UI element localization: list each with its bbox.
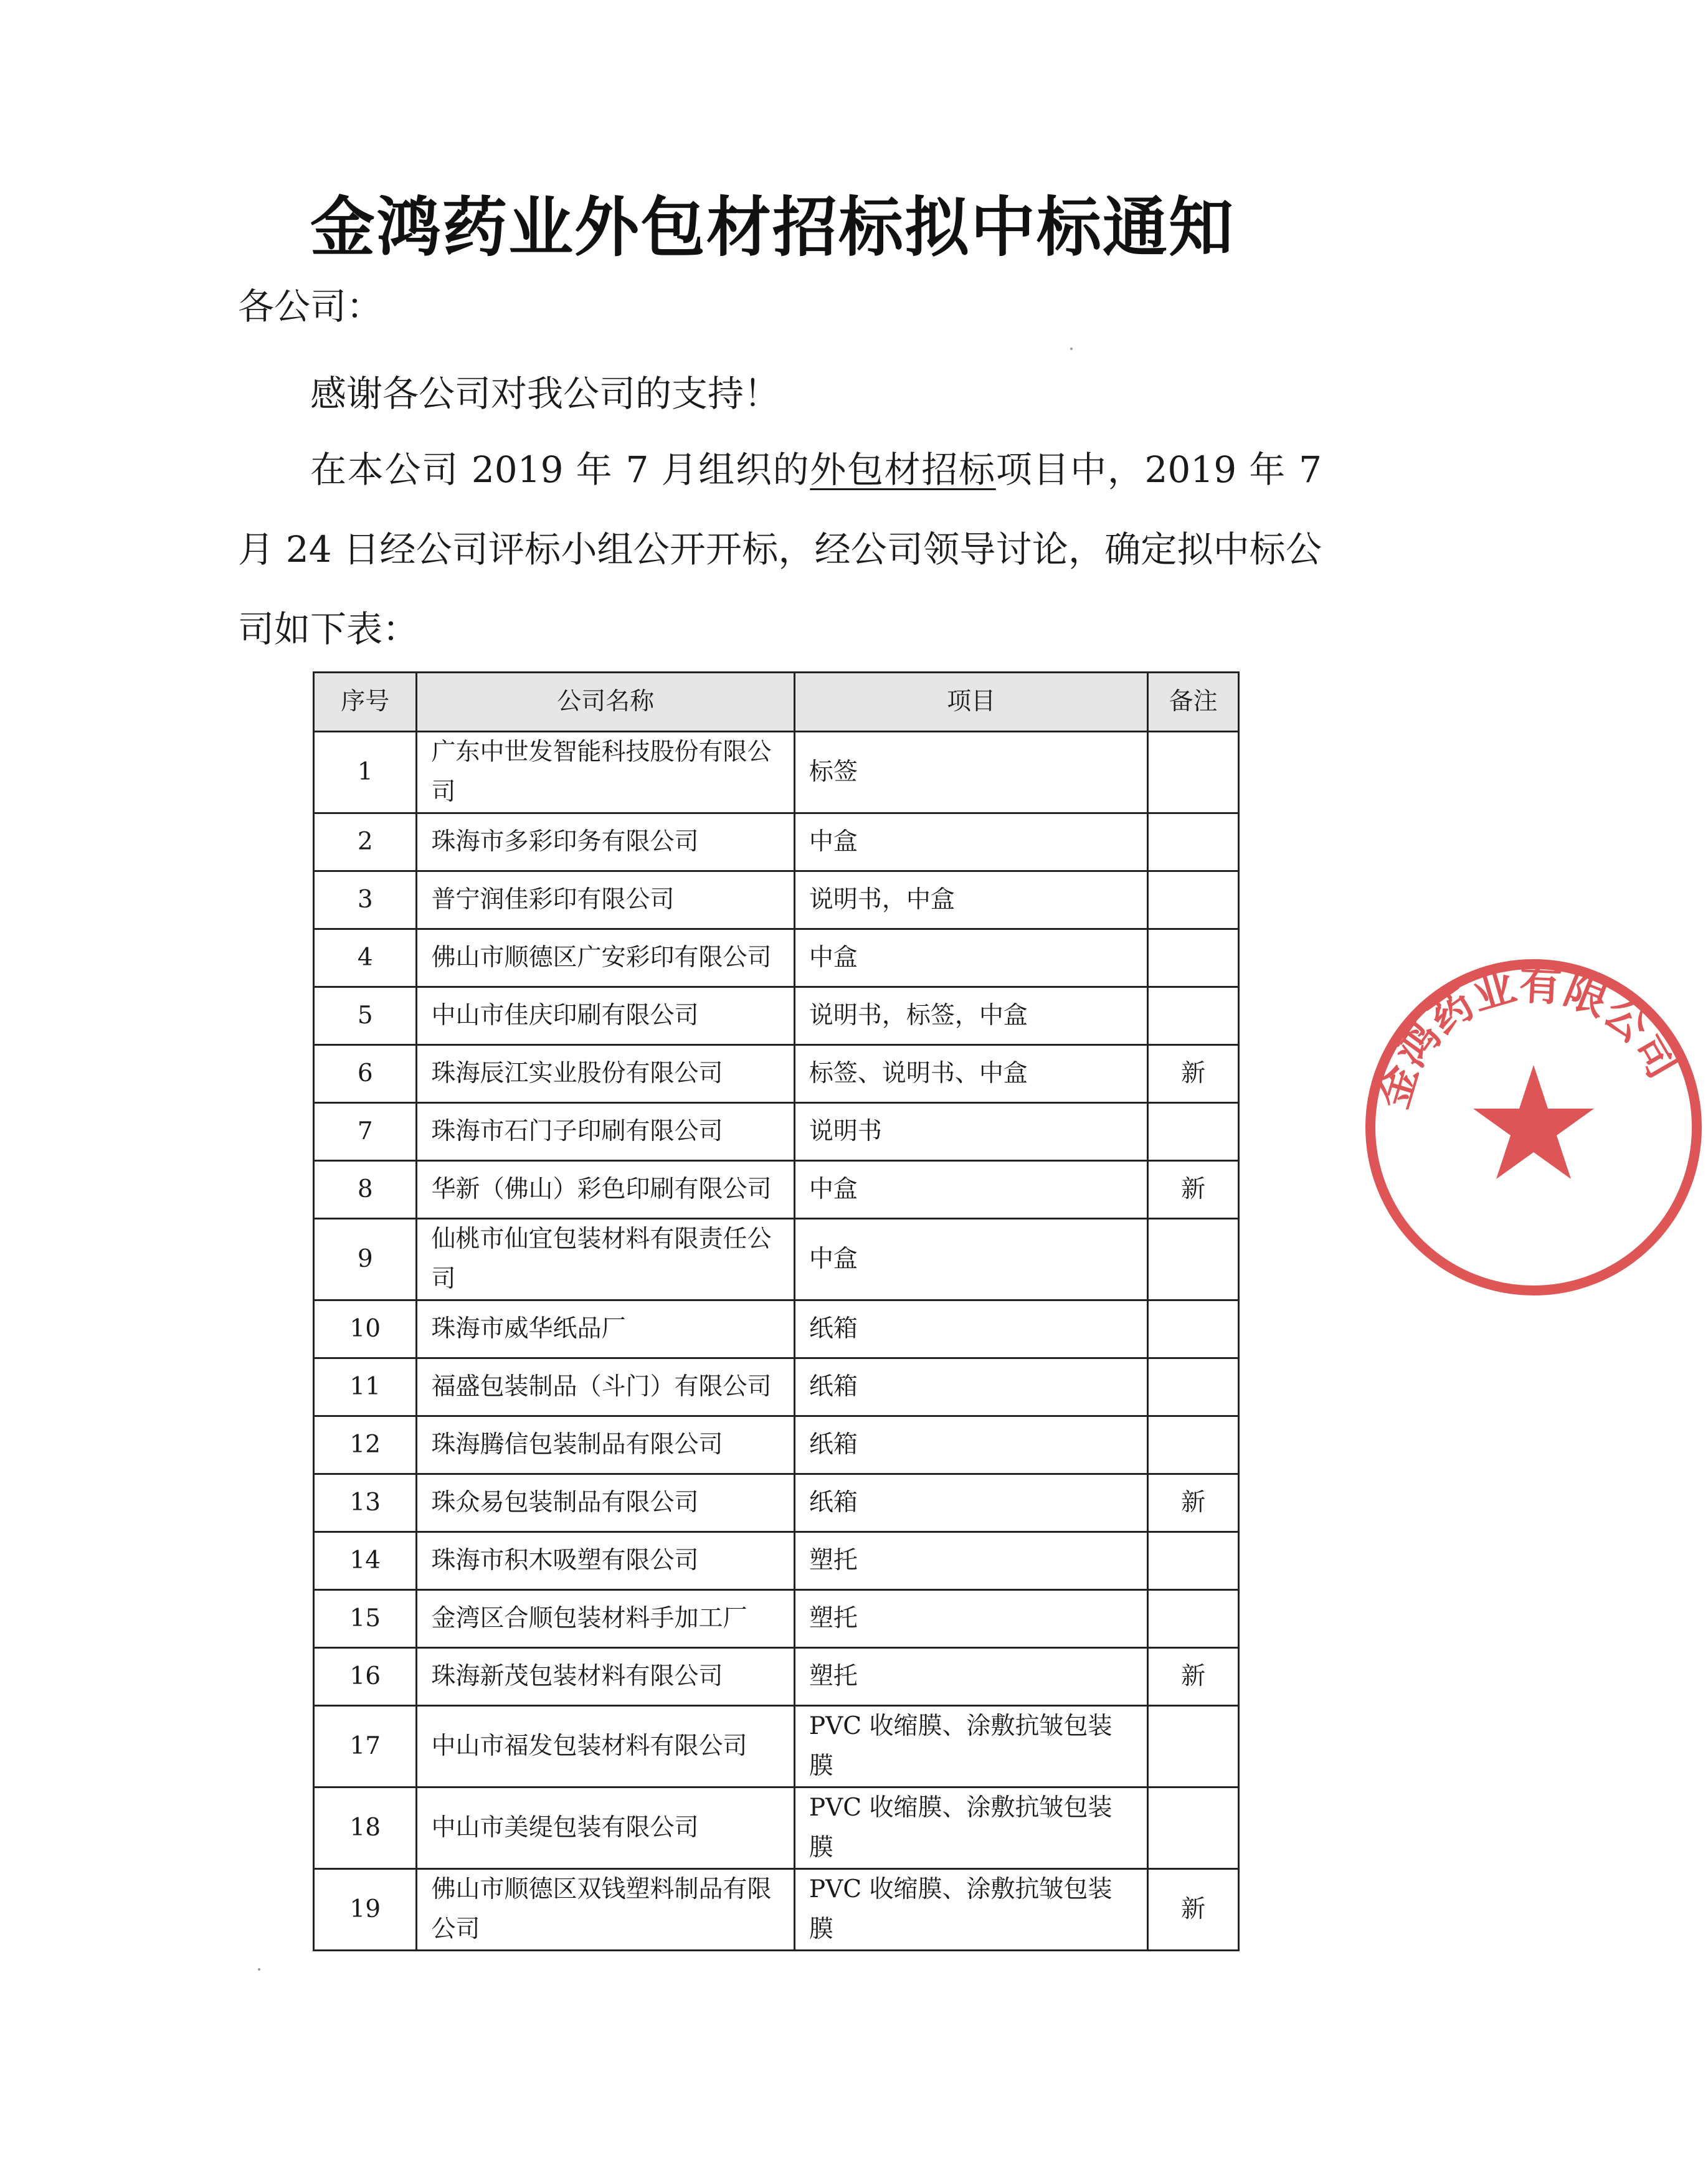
cell-item: 塑托 (794, 1648, 1147, 1706)
cell-seq: 2 (314, 813, 417, 871)
header-note: 备注 (1148, 673, 1239, 732)
cell-note: 新 (1148, 1045, 1239, 1103)
cell-seq: 1 (314, 732, 417, 813)
cell-note (1148, 1416, 1239, 1474)
cell-company: 华新（佛山）彩色印刷有限公司 (417, 1161, 794, 1219)
company-seal (1359, 953, 1708, 1302)
cell-seq: 3 (314, 871, 417, 929)
cell-seq: 18 (314, 1788, 417, 1869)
header-item: 项目 (794, 673, 1147, 732)
table-body (314, 732, 1239, 1951)
cell-company: 中山市福发包装材料有限公司 (417, 1706, 794, 1788)
table-row (314, 871, 1239, 929)
body-paragraph (238, 430, 1322, 669)
cell-note (1148, 929, 1239, 987)
table-row (314, 1161, 1239, 1219)
table-row (314, 1648, 1239, 1706)
table-row (314, 1706, 1239, 1788)
table-row (314, 1300, 1239, 1358)
document-title: 金鸿药业外包材招标拟中标通知 (310, 189, 1235, 265)
table-row (314, 1219, 1239, 1300)
header-company: 公司名称 (417, 673, 794, 732)
cell-seq: 17 (314, 1706, 417, 1788)
cell-seq: 10 (314, 1300, 417, 1358)
table-row (314, 732, 1239, 813)
table-row (314, 1532, 1239, 1590)
cell-item: 中盒 (794, 1219, 1147, 1300)
cell-seq: 8 (314, 1161, 417, 1219)
cell-item: 标签 (794, 732, 1147, 813)
header-seq: 序号 (314, 673, 417, 732)
cell-note (1148, 1590, 1239, 1648)
cell-company: 金湾区合顺包装材料手加工厂 (417, 1590, 794, 1648)
cell-seq: 11 (314, 1358, 417, 1416)
cell-note: 新 (1148, 1869, 1239, 1951)
cell-item: 中盒 (794, 929, 1147, 987)
cell-company: 珠海市积木吸塑有限公司 (417, 1532, 794, 1590)
cell-note (1148, 732, 1239, 813)
cell-seq: 15 (314, 1590, 417, 1648)
cell-company: 佛山市顺德区双钱塑料制品有限公司 (417, 1869, 794, 1951)
cell-seq: 12 (314, 1416, 417, 1474)
cell-seq: 4 (314, 929, 417, 987)
cell-item: 说明书，标签，中盒 (794, 987, 1147, 1045)
table-row (314, 1590, 1239, 1648)
cell-company: 广东中世发智能科技股份有限公司 (417, 732, 794, 813)
cell-company: 仙桃市仙宜包装材料有限责任公司 (417, 1219, 794, 1300)
cell-note (1148, 1219, 1239, 1300)
cell-item: PVC 收缩膜、涂敷抗皱包装膜 (794, 1788, 1147, 1869)
cell-company: 中山市美缇包装有限公司 (417, 1788, 794, 1869)
seal-star-icon (1473, 1065, 1594, 1179)
table-row (314, 929, 1239, 987)
table-row (314, 1416, 1239, 1474)
cell-seq: 19 (314, 1869, 417, 1951)
scan-speck (1070, 348, 1073, 350)
body-text-before: 在本公司 2019 年 7 月组织的 (310, 448, 810, 491)
table-row (314, 1869, 1239, 1951)
cell-item: 塑托 (794, 1590, 1147, 1648)
cell-note: 新 (1148, 1474, 1239, 1532)
cell-note (1148, 871, 1239, 929)
cell-item: 中盒 (794, 1161, 1147, 1219)
table-row (314, 1045, 1239, 1103)
cell-company: 珠海腾信包装制品有限公司 (417, 1416, 794, 1474)
salutation: 各公司： (238, 285, 383, 328)
seal-text-path: 金鸿药业有限公司 (1368, 960, 1688, 1114)
cell-seq: 13 (314, 1474, 417, 1532)
cell-item: 说明书 (794, 1103, 1147, 1161)
cell-company: 珠海市石门子印刷有限公司 (417, 1103, 794, 1161)
cell-note: 新 (1148, 1161, 1239, 1219)
cell-note (1148, 1358, 1239, 1416)
cell-seq: 14 (314, 1532, 417, 1590)
cell-item: 中盒 (794, 813, 1147, 871)
table-row (314, 1103, 1239, 1161)
cell-company: 珠海市多彩印务有限公司 (417, 813, 794, 871)
cell-company: 佛山市顺德区广安彩印有限公司 (417, 929, 794, 987)
cell-item: 纸箱 (794, 1300, 1147, 1358)
cell-note: 新 (1148, 1648, 1239, 1706)
project-name: 外包材招标 (810, 448, 996, 491)
cell-company: 中山市佳庆印刷有限公司 (417, 987, 794, 1045)
cell-seq: 5 (314, 987, 417, 1045)
table-row (314, 1358, 1239, 1416)
thanks-paragraph: 感谢各公司对我公司的支持！ (310, 372, 780, 415)
cell-item: 说明书，中盒 (794, 871, 1147, 929)
cell-item: 塑托 (794, 1532, 1147, 1590)
cell-company: 珠海辰江实业股份有限公司 (417, 1045, 794, 1103)
table-row (314, 1788, 1239, 1869)
cell-note (1148, 1103, 1239, 1161)
cell-company: 珠众易包装制品有限公司 (417, 1474, 794, 1532)
cell-company: 珠海市威华纸品厂 (417, 1300, 794, 1358)
cell-item: 标签、说明书、中盒 (794, 1045, 1147, 1103)
cell-seq: 7 (314, 1103, 417, 1161)
cell-item: 纸箱 (794, 1358, 1147, 1416)
seal-text (1368, 960, 1687, 1114)
cell-seq: 6 (314, 1045, 417, 1103)
cell-seq: 16 (314, 1648, 417, 1706)
cell-note (1148, 813, 1239, 871)
scan-speck (258, 1968, 260, 1971)
cell-note (1148, 987, 1239, 1045)
cell-item: PVC 收缩膜、涂敷抗皱包装膜 (794, 1706, 1147, 1788)
cell-note (1148, 1300, 1239, 1358)
table-row (314, 987, 1239, 1045)
cell-note (1148, 1788, 1239, 1869)
body-text-after: 项目中，2019 年 7 月 24 日经公司评标小组公开开标，经公司领导讨论，确定拟中标公司如下表： (238, 448, 1322, 650)
cell-note (1148, 1706, 1239, 1788)
winning-bidders-table (313, 671, 1240, 1951)
cell-note (1148, 1532, 1239, 1590)
cell-item: 纸箱 (794, 1416, 1147, 1474)
table-row (314, 1474, 1239, 1532)
cell-company: 普宁润佳彩印有限公司 (417, 871, 794, 929)
cell-seq: 9 (314, 1219, 417, 1300)
cell-company: 珠海新茂包装材料有限公司 (417, 1648, 794, 1706)
cell-company: 福盛包装制品（斗门）有限公司 (417, 1358, 794, 1416)
cell-item: 纸箱 (794, 1474, 1147, 1532)
table-row (314, 813, 1239, 871)
table-header-row (314, 673, 1239, 732)
cell-item: PVC 收缩膜、涂敷抗皱包装膜 (794, 1869, 1147, 1951)
